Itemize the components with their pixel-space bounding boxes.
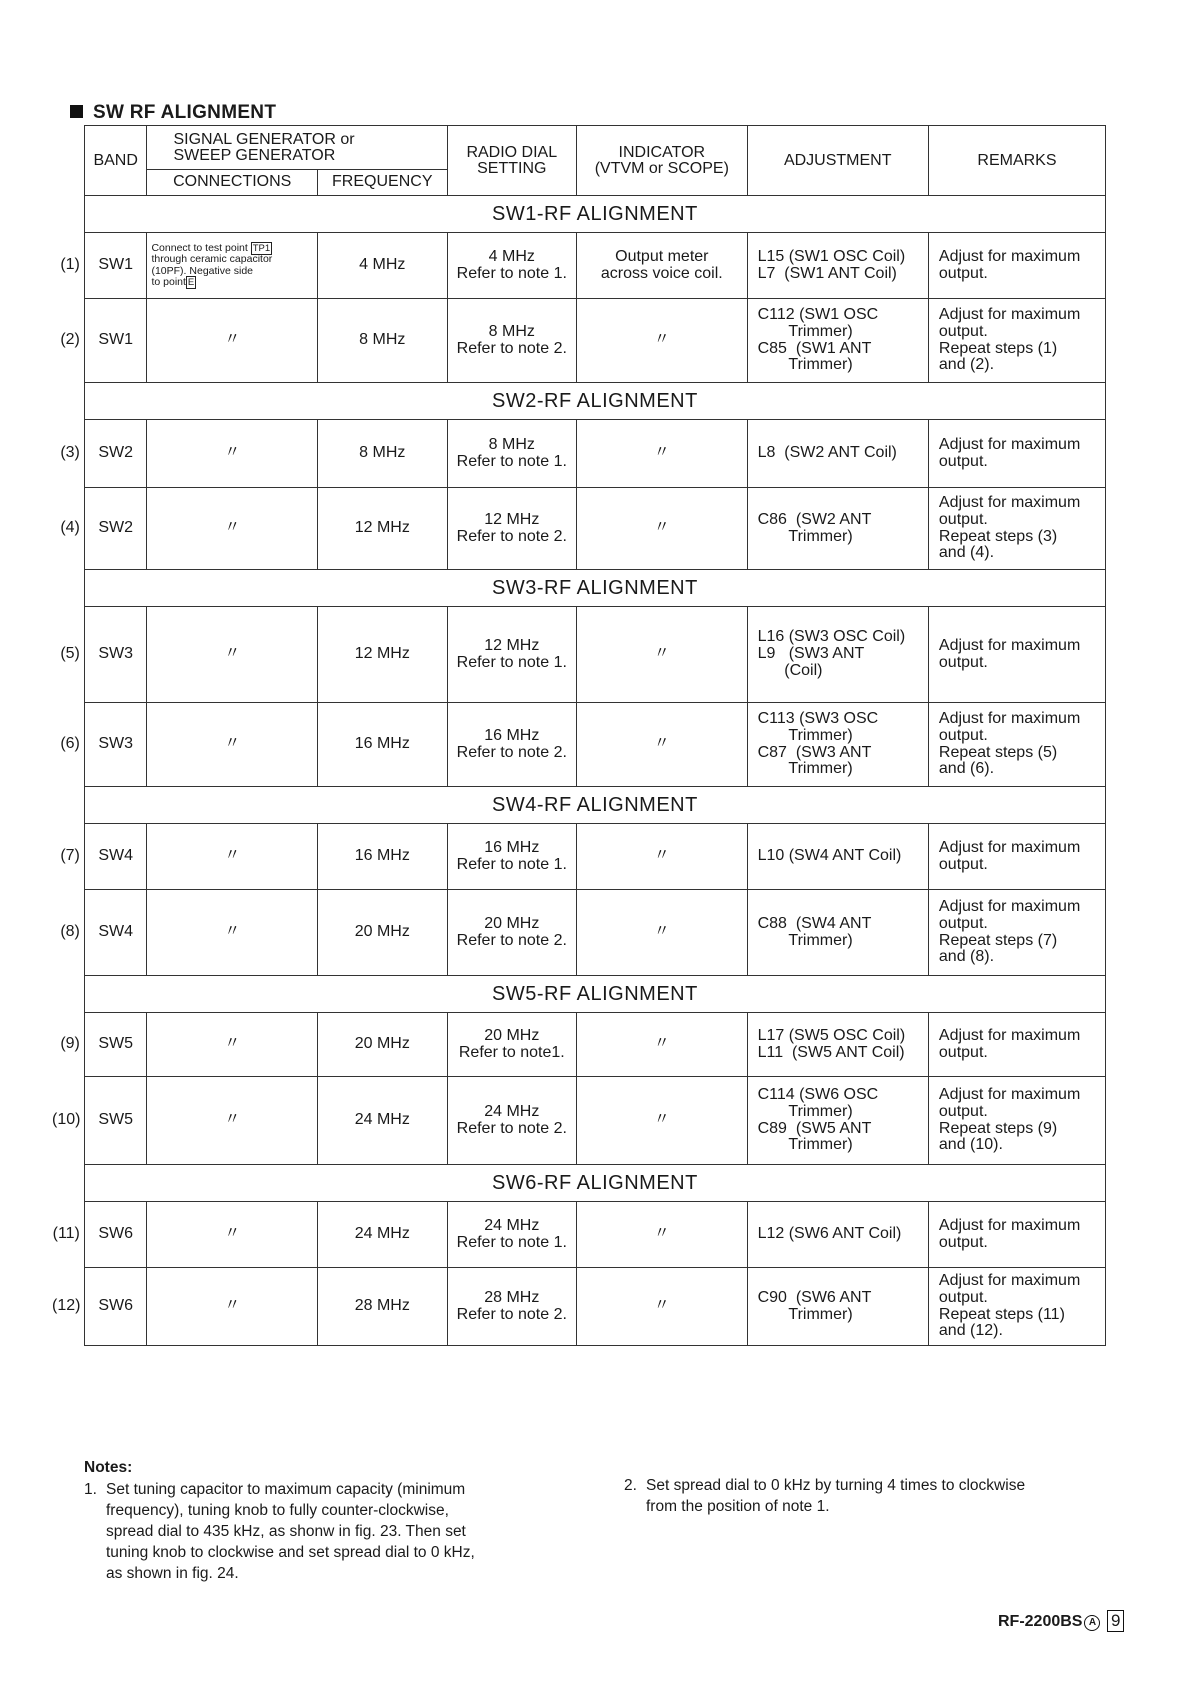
section-title: SW5-RF ALIGNMENT (84, 976, 1105, 1013)
frequency-cell: 20 MHz (318, 890, 448, 976)
page-heading (70, 102, 276, 124)
adjustment-cell: C88 (SW4 ANT Trimmer) (747, 890, 928, 976)
frequency-cell: 16 MHz (318, 824, 448, 890)
remarks-cell: Adjust for maximum output. (928, 420, 1105, 488)
remarks-cell: Adjust for maximum output. Repeat steps (9) and (10). (928, 1077, 1105, 1165)
region-mark: A (1084, 1615, 1100, 1631)
indicator-cell: 〃 (577, 1077, 748, 1165)
indicator-cell: 〃 (577, 420, 748, 488)
table-row (52, 824, 1106, 890)
section-title: SW1-RF ALIGNMENT (84, 196, 1105, 233)
connections-cell: 〃 (147, 607, 318, 703)
model-number: RF-2200BS (998, 1613, 1083, 1630)
band-cell: SW1 (84, 299, 147, 383)
connections-cell: 〃 (147, 1268, 318, 1346)
adjustment-cell: L16 (SW3 OSC Coil) L9 (SW3 ANT (Coil) (747, 607, 928, 703)
indicator-cell: 〃 (577, 607, 748, 703)
radio-dial-cell: 8 MHz Refer to note 2. (447, 299, 577, 383)
band-cell: SW3 (84, 607, 147, 703)
connections-cell: 〃 (147, 824, 318, 890)
adjustment-cell: L15 (SW1 OSC Coil) L7 (SW1 ANT Coil) (747, 233, 928, 299)
remarks-cell: Adjust for maximum output. (928, 824, 1105, 890)
radio-dial-cell: 12 MHz Refer to note 2. (447, 488, 577, 570)
step-number: (7) (60, 847, 80, 865)
adjustment-cell: C86 (SW2 ANT Trimmer) (747, 488, 928, 570)
section-row (52, 570, 1106, 607)
step-number: (2) (60, 331, 80, 349)
radio-dial-cell: 28 MHz Refer to note 2. (447, 1268, 577, 1346)
step-number: (9) (60, 1035, 80, 1053)
remarks-cell: Adjust for maximum output. Repeat steps (3) and (4). (928, 488, 1105, 570)
remarks-cell: Adjust for maximum output. Repeat steps (11) and (12). (928, 1268, 1105, 1346)
step-number: (10) (52, 1111, 81, 1129)
notes (84, 1458, 1114, 1582)
frequency-cell: 28 MHz (318, 1268, 448, 1346)
radio-dial-cell: 24 MHz Refer to note 2. (447, 1077, 577, 1165)
band-cell: SW5 (84, 1013, 147, 1077)
indicator-cell: 〃 (577, 299, 748, 383)
step-number: (3) (60, 444, 80, 462)
page-number: 9 (1107, 1610, 1124, 1632)
indicator-cell: 〃 (577, 488, 748, 570)
adjustment-cell: C112 (SW1 OSC Trimmer) C85 (SW1 ANT Trimmer) (747, 299, 928, 383)
heading-text: SW RF ALIGNMENT (93, 102, 277, 123)
indicator-cell: Output meter across voice coil. (577, 233, 748, 299)
header-band: BAND (84, 126, 147, 196)
frequency-cell: 16 MHz (318, 703, 448, 787)
section-row (52, 787, 1106, 824)
table-row (52, 703, 1106, 787)
note-1: 1. Set tuning capacitor to maximum capacity (minimum frequency), tuning knob to fully counter-clockwise, spread dial to 435 kHz, as shonw in fig. 23. Then set tuning knob to clockwise and set spread dial to 0 kHz, as shown in fig. 24. (84, 1481, 475, 1582)
remarks-cell: Adjust for maximum output. (928, 607, 1105, 703)
radio-dial-cell: 12 MHz Refer to note 1. (447, 607, 577, 703)
radio-dial-cell: 4 MHz Refer to note 1. (447, 233, 577, 299)
connections-cell: 〃 (147, 488, 318, 570)
adjustment-cell: L12 (SW6 ANT Coil) (747, 1202, 928, 1268)
header-connections: CONNECTIONS (147, 170, 318, 196)
indicator-cell: 〃 (577, 824, 748, 890)
band-cell: SW2 (84, 488, 147, 570)
radio-dial-cell: 16 MHz Refer to note 1. (447, 824, 577, 890)
table-row (52, 1013, 1106, 1077)
section-title: SW2-RF ALIGNMENT (84, 383, 1105, 420)
header-remarks: REMARKS (928, 126, 1105, 196)
radio-dial-cell: 20 MHz Refer to note1. (447, 1013, 577, 1077)
note-2: 2. Set spread dial to 0 kHz by turning 4 times to clockwise from the position of note 1. (624, 1477, 1026, 1515)
step-number: (1) (60, 256, 80, 274)
band-cell: SW3 (84, 703, 147, 787)
adjustment-cell: C90 (SW6 ANT Trimmer) (747, 1268, 928, 1346)
page-footer (998, 1610, 1124, 1632)
frequency-cell: 12 MHz (318, 488, 448, 570)
indicator-cell: 〃 (577, 703, 748, 787)
section-row (52, 383, 1106, 420)
remarks-cell: Adjust for maximum output. Repeat steps (5) and (6). (928, 703, 1105, 787)
table-row (52, 890, 1106, 976)
step-number: (11) (52, 1225, 80, 1243)
header-signal-generator: SIGNAL GENERATOR or SWEEP GENERATOR (147, 126, 447, 170)
adjustment-cell: L17 (SW5 OSC Coil) L11 (SW5 ANT Coil) (747, 1013, 928, 1077)
remarks-cell: Adjust for maximum output. Repeat steps (1) and (2). (928, 299, 1105, 383)
connections-cell: 〃 (147, 890, 318, 976)
connections-cell: 〃 (147, 703, 318, 787)
connections-cell: 〃 (147, 1013, 318, 1077)
adjustment-cell: L8 (SW2 ANT Coil) (747, 420, 928, 488)
step-number: (12) (52, 1297, 81, 1315)
indicator-cell: 〃 (577, 1268, 748, 1346)
section-title: SW3-RF ALIGNMENT (84, 570, 1105, 607)
notes-title: Notes: (84, 1459, 133, 1476)
table-row (52, 1077, 1106, 1165)
table-row (52, 420, 1106, 488)
connections-cell: 〃 (147, 1077, 318, 1165)
frequency-cell: 4 MHz (318, 233, 448, 299)
section-title: SW4-RF ALIGNMENT (84, 787, 1105, 824)
indicator-cell: 〃 (577, 1202, 748, 1268)
connections-cell: 〃 (147, 1202, 318, 1268)
table-row (52, 299, 1106, 383)
remarks-cell: Adjust for maximum output. (928, 1202, 1105, 1268)
connections-cell: Connect to test point TP1 through ceramic capacitor (10PF). Negative side to point E (147, 233, 318, 299)
adjustment-cell: L10 (SW4 ANT Coil) (747, 824, 928, 890)
frequency-cell: 24 MHz (318, 1077, 448, 1165)
section-row (52, 1165, 1106, 1202)
remarks-cell: Adjust for maximum output. (928, 1013, 1105, 1077)
table-row (52, 233, 1106, 299)
frequency-cell: 20 MHz (318, 1013, 448, 1077)
step-number: (6) (60, 735, 80, 753)
frequency-cell: 24 MHz (318, 1202, 448, 1268)
header-frequency: FREQUENCY (318, 170, 448, 196)
band-cell: SW5 (84, 1077, 147, 1165)
table-row (52, 607, 1106, 703)
adjustment-cell: C113 (SW3 OSC Trimmer) C87 (SW3 ANT Trimmer) (747, 703, 928, 787)
radio-dial-cell: 24 MHz Refer to note 1. (447, 1202, 577, 1268)
table-row (52, 1202, 1106, 1268)
table-row (52, 1268, 1106, 1346)
adjustment-cell: C114 (SW6 OSC Trimmer) C89 (SW5 ANT Trimmer) (747, 1077, 928, 1165)
step-number: (4) (60, 519, 80, 537)
section-row (52, 196, 1106, 233)
section-row (52, 976, 1106, 1013)
remarks-cell: Adjust for maximum output. (928, 233, 1105, 299)
alignment-table (52, 125, 1106, 1346)
band-cell: SW4 (84, 824, 147, 890)
step-number: (8) (60, 923, 80, 941)
frequency-cell: 12 MHz (318, 607, 448, 703)
section-title: SW6-RF ALIGNMENT (84, 1165, 1105, 1202)
band-cell: SW4 (84, 890, 147, 976)
header-adjustment: ADJUSTMENT (747, 126, 928, 196)
connections-cell: 〃 (147, 420, 318, 488)
table-row (52, 488, 1106, 570)
header-indicator: INDICATOR (VTVM or SCOPE) (577, 126, 748, 196)
radio-dial-cell: 8 MHz Refer to note 1. (447, 420, 577, 488)
band-cell: SW1 (84, 233, 147, 299)
band-cell: SW6 (84, 1202, 147, 1268)
bullet-square-icon (70, 105, 83, 118)
step-number: (5) (60, 645, 80, 663)
frequency-cell: 8 MHz (318, 420, 448, 488)
indicator-cell: 〃 (577, 890, 748, 976)
remarks-cell: Adjust for maximum output. Repeat steps (7) and (8). (928, 890, 1105, 976)
band-cell: SW6 (84, 1268, 147, 1346)
radio-dial-cell: 16 MHz Refer to note 2. (447, 703, 577, 787)
header-radio-dial: RADIO DIAL SETTING (447, 126, 577, 196)
connections-cell: 〃 (147, 299, 318, 383)
band-cell: SW2 (84, 420, 147, 488)
radio-dial-cell: 20 MHz Refer to note 2. (447, 890, 577, 976)
indicator-cell: 〃 (577, 1013, 748, 1077)
frequency-cell: 8 MHz (318, 299, 448, 383)
